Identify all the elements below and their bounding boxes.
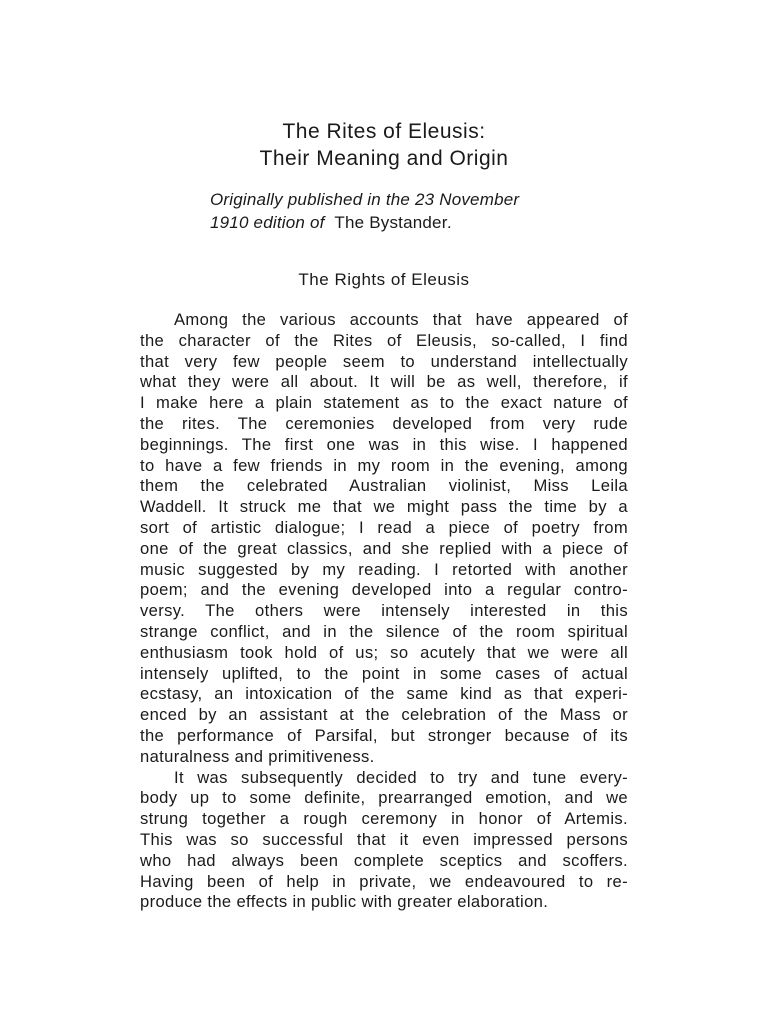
paragraph-line: poem; and the evening developed into a regular contro- [140,580,628,600]
paragraph-line: ecstasy, an intoxication of the same kind as that experi- [140,684,628,704]
paragraph-line: body up to some definite, prearranged emotion, and we [140,788,628,808]
publication-note-line-1: Originally published in the 23 November [210,190,520,209]
title-line-1: The Rites of Eleusis: [282,120,486,143]
page-title [0,118,768,172]
paragraph-line: music suggested by my reading. I retorted with another [140,559,628,579]
publication-note-prefix: 1910 edition of [210,213,325,232]
paragraph-line: who had always been complete sceptics and scoffers. [140,850,628,870]
paragraph-line: enced by an assistant at the celebration of the Mass or [140,705,628,725]
paragraph-line: the performance of Parsifal, but stronger because of its [140,725,628,745]
paragraph-line: Having been of help in private, we endeavoured to re- [140,871,628,891]
paragraph-line: beginnings. The first one was in this wise. I happened [140,434,628,454]
paragraph-line: versy. The others were intensely interested in this [140,601,628,621]
paragraph-line: to have a few friends in my room in the evening, among [140,455,628,475]
paragraph-line: the character of the Rites of Eleusis, so-called, I find [140,330,628,350]
paragraph-line: Among the various accounts that have appeared of [174,310,628,329]
paragraph-line: the rites. The ceremonies developed from very rude [140,413,628,433]
section-heading: The Rights of Eleusis [298,270,470,289]
paragraph-line: This was so successful that it even impressed persons [140,829,628,849]
paragraph-line: strange conflict, and in the silence of the room spiritual [140,621,628,641]
paragraph-line: them the celebrated Australian violinist, Miss Leila [140,476,628,496]
paragraph-line: I make here a plain statement as to the exact nature of [140,393,628,413]
title-line-2: Their Meaning and Origin [259,147,509,170]
paragraph [140,310,628,768]
paragraph-line: intensely uplifted, to the point in some cases of actual [140,663,628,683]
paragraph-line: enthusiasm took hold of us; so acutely that we were all [140,642,628,662]
paragraph-line: one of the great classics, and she replied with a piece of [140,538,628,558]
paragraph-line: sort of artistic dialogue; I read a piece of poetry from [140,517,628,537]
paragraph-line: produce the effects in public with greater elaboration. [140,892,549,912]
publication-name: The Bystander [334,213,448,232]
publication-note-suffix: . [447,213,453,232]
paragraph-line: It was subsequently decided to try and tune every- [174,767,628,787]
paragraph-line: naturalness and primitiveness. [140,746,375,766]
paragraph-line: strung together a rough ceremony in honor of Artemis. [140,809,628,829]
paragraph-line: what they were all about. It will be as well, therefore, if [140,372,628,392]
body-text [140,310,628,913]
paragraph [140,768,628,914]
paragraph-line: that very few people seem to understand intellectually [140,351,628,371]
paragraph-line: Waddell. It struck me that we might pass the time by a [140,497,628,517]
publication-note [210,188,519,234]
publication-note-line-2 [210,211,519,234]
